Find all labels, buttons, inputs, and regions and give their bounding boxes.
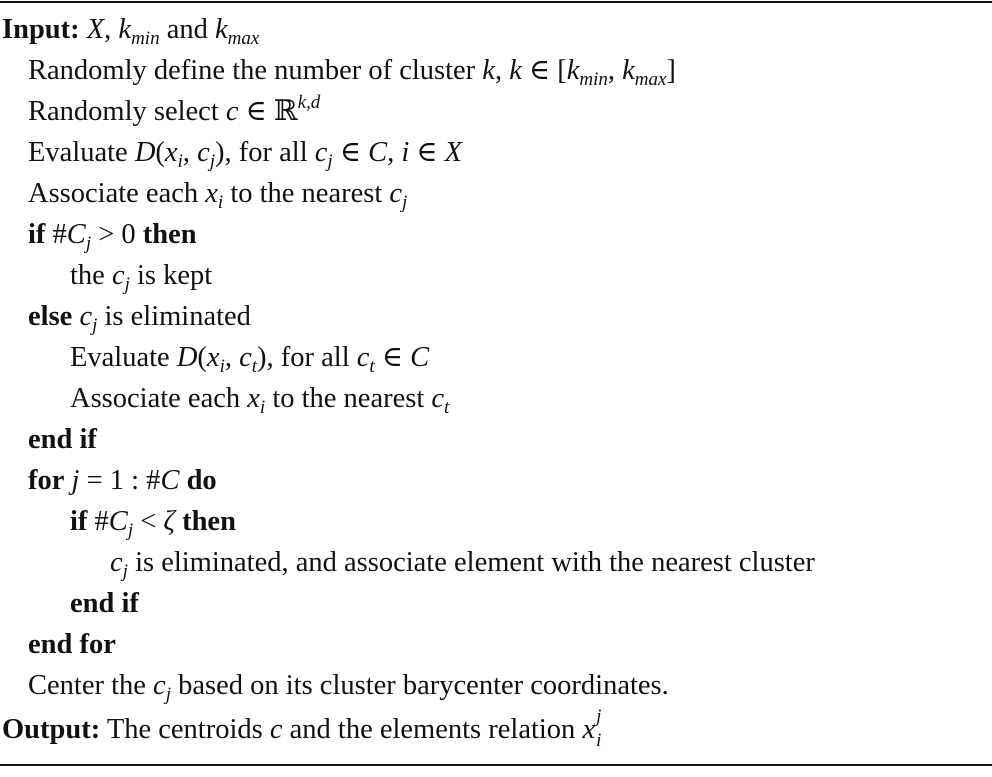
algorithm-line (0, 501, 992, 542)
math-symbol: D (176, 342, 198, 373)
keyword: end if (70, 588, 139, 619)
text: Associate each (70, 383, 248, 414)
math-symbol: c (314, 137, 328, 168)
text: ( (155, 137, 165, 168)
text: , (387, 137, 402, 168)
math-symbol: C (66, 219, 86, 250)
text: Randomly define the number of cluster (28, 55, 483, 86)
text: , (104, 14, 119, 45)
text: Evaluate (70, 342, 177, 373)
text: The centroids (100, 714, 270, 745)
math-symbol: x (206, 342, 220, 373)
algorithm-line (0, 460, 992, 501)
math-symbol: C (368, 137, 388, 168)
subscript: i (219, 356, 225, 377)
top-rule (0, 1, 992, 3)
math-symbol: X (86, 14, 105, 45)
subscript: t (369, 356, 375, 377)
keyword: end for (28, 629, 116, 660)
keyword: then (142, 219, 197, 250)
text: ), for all (215, 137, 315, 168)
algorithm-line (0, 337, 992, 378)
math-symbol: c (239, 342, 252, 373)
math-symbol: D (134, 137, 156, 168)
math-symbol: C (108, 506, 128, 537)
text: > 0 (91, 219, 143, 250)
text: is eliminated, and associate element with the nearest cluster (127, 547, 815, 578)
text: to the nearest (265, 383, 432, 414)
text: ] (666, 55, 676, 86)
sup-sub-script (595, 706, 607, 752)
text: < (133, 506, 164, 537)
math-symbol: c (225, 96, 239, 127)
text: the (70, 260, 112, 291)
math-symbol: c (356, 342, 370, 373)
math-symbol: c (153, 670, 166, 701)
math-symbol: k (482, 55, 495, 86)
algorithm-line (0, 583, 992, 624)
text: ∈ (374, 342, 411, 373)
text: , (494, 55, 510, 86)
algorithm-line (0, 419, 992, 460)
subscript: t (444, 397, 450, 418)
keyword: end if (28, 424, 97, 455)
subscript: j (92, 315, 98, 336)
math-symbol: C (410, 342, 430, 373)
subscript: min (579, 69, 608, 90)
math-symbol: c (269, 714, 283, 745)
algorithm-line (0, 214, 992, 255)
math-symbol: j (71, 465, 80, 496)
subscript: j (209, 151, 216, 172)
keyword: else (28, 301, 73, 332)
text: ( (197, 342, 207, 373)
subscript: i (217, 192, 224, 213)
text: ), for all (257, 342, 357, 373)
subscript: j (124, 274, 130, 295)
text: and (159, 14, 215, 45)
math-symbol: c (197, 137, 210, 168)
text: Associate each (28, 178, 206, 209)
text: ∈ [ (521, 55, 567, 86)
algorithm-line (0, 132, 992, 173)
math-symbol: X (444, 137, 463, 168)
text: = 1 : # (79, 465, 161, 496)
math-symbol: C (160, 465, 180, 496)
text: to the nearest (223, 178, 390, 209)
text: # (87, 506, 109, 537)
subscript: j (122, 561, 128, 582)
text: and the elements relation (282, 714, 583, 745)
math-symbol: ζ (163, 506, 175, 537)
algorithm-line (0, 378, 992, 419)
keyword: do (186, 465, 217, 496)
text: is eliminated (97, 301, 251, 332)
bottom-rule (0, 764, 992, 766)
text: Center the (28, 670, 154, 701)
text: , (607, 55, 623, 86)
algorithm-line (0, 624, 992, 665)
subscript: i (596, 730, 602, 752)
text (179, 465, 186, 496)
math-symbol: k (214, 14, 228, 45)
subscript: min (131, 28, 160, 49)
math-symbol: k (118, 14, 132, 45)
algorithm-block (0, 9, 992, 750)
math-symbol: k (566, 55, 580, 86)
text: Evaluate (28, 137, 135, 168)
text: is kept (129, 260, 213, 291)
keyword: then (182, 506, 236, 537)
subscript: j (327, 151, 333, 172)
keyword: Output: (2, 714, 101, 745)
text: ∈ (332, 137, 369, 168)
subscript: max (634, 69, 667, 90)
text: , (182, 137, 198, 168)
text (80, 14, 87, 45)
keyword: if (70, 506, 88, 537)
subscript: j (165, 684, 171, 705)
math-symbol: x (247, 383, 260, 414)
text: Randomly select (28, 96, 226, 127)
algorithm-line (0, 542, 992, 583)
math-symbol: c (111, 260, 125, 291)
text (64, 465, 71, 496)
superscript: j (596, 706, 602, 728)
keyword: if (28, 219, 46, 250)
subscript: i (259, 397, 266, 418)
math-symbol: k (509, 55, 522, 86)
text: ∈ (409, 137, 445, 168)
algorithm-line (0, 665, 992, 706)
algorithm-line (0, 9, 992, 50)
text: # (45, 219, 67, 250)
text: ∈ ℝ (238, 96, 298, 127)
algorithm-line (0, 706, 992, 752)
subscript: j (402, 192, 408, 213)
math-symbol: c (79, 301, 93, 332)
math-symbol: x (164, 137, 178, 168)
math-symbol: k (622, 55, 635, 86)
algorithm-line (0, 255, 992, 296)
algorithm-line (0, 50, 992, 91)
subscript: j (127, 520, 134, 541)
math-symbol: x (582, 714, 596, 745)
text: based on its cluster barycenter coordinates. (170, 670, 669, 701)
subscript: t (251, 356, 258, 377)
superscript: k,d (297, 92, 321, 113)
algorithm-line (0, 296, 992, 337)
algorithm-line (0, 91, 992, 132)
algorithm-line (0, 173, 992, 214)
math-symbol: i (401, 137, 410, 168)
math-symbol: c (389, 178, 403, 209)
math-symbol: c (110, 547, 123, 578)
text: , (224, 342, 240, 373)
subscript: max (227, 28, 260, 49)
keyword: for (28, 465, 65, 496)
subscript: i (177, 151, 183, 172)
math-symbol: c (431, 383, 445, 414)
keyword: Input: (2, 14, 80, 45)
subscript: j (85, 233, 92, 254)
math-symbol: x (205, 178, 218, 209)
